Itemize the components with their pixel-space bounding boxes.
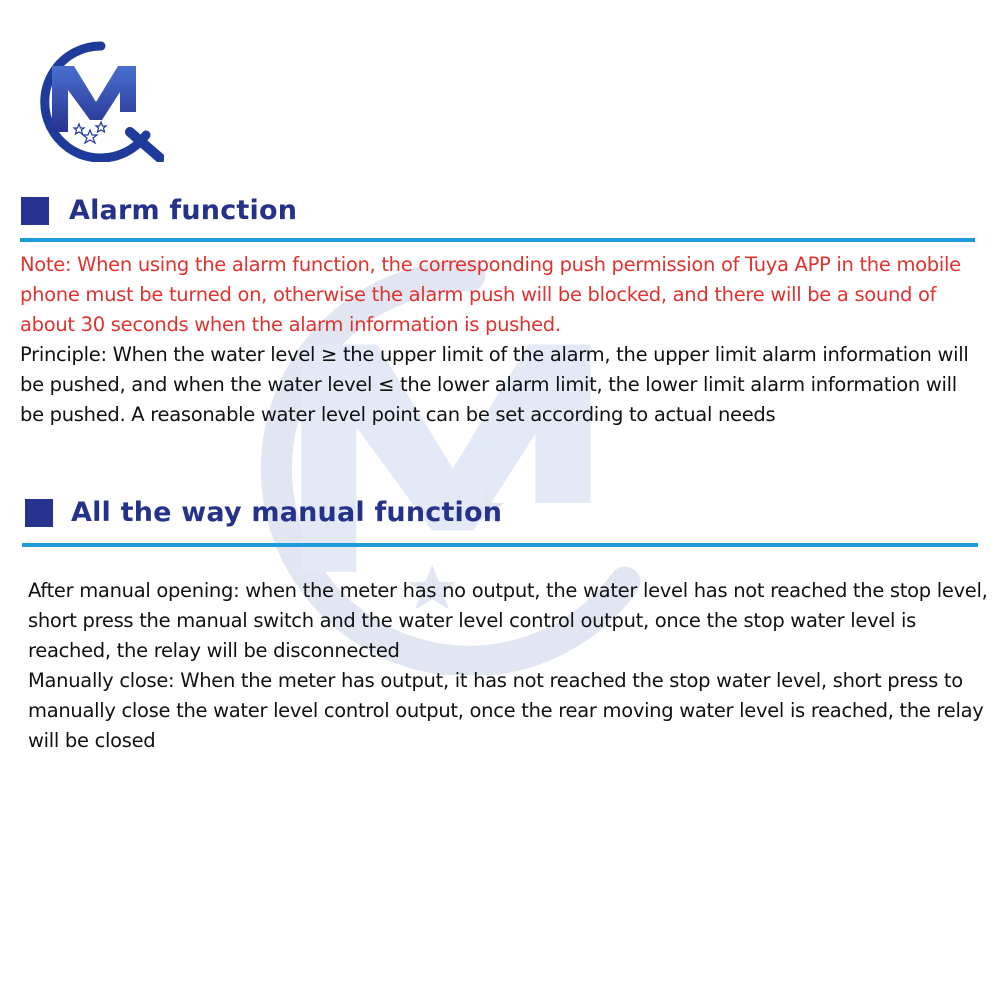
section-divider xyxy=(22,543,978,547)
manual-closing-paragraph: Manually close: When the meter has output, it has not reached the stop water level, short press to manually close the water level control output, once the rear moving water level is reached, the relay will be closed xyxy=(28,669,984,752)
section-title-alarm: Alarm function xyxy=(69,195,298,226)
section-header-alarm xyxy=(21,195,297,226)
section-bullet-square xyxy=(25,499,53,527)
section-divider xyxy=(20,238,975,242)
manual-opening-paragraph: After manual opening: when the meter has no output, the water level has not reached the stop level, short press the manual switch and the water level control output, once the stop water level is reached, the relay will be disconnected xyxy=(28,579,988,662)
alarm-principle: Principle: When the water level ≥ the upper limit of the alarm, the upper limit alarm information will be pushed, and when the water level ≤ the lower alarm limit, the lower limit alarm information will be pushed. A reasonable water level point can be set according to actual needs xyxy=(20,343,969,426)
section-header-manual xyxy=(25,497,502,528)
section-title-manual: All the way manual function xyxy=(71,497,503,528)
brand-logo xyxy=(38,40,164,162)
section-bullet-square xyxy=(21,197,49,225)
alarm-note: Note: When using the alarm function, the corresponding push permission of Tuya APP in the mobile phone must be turned on, otherwise the alarm push will be blocked, and there will be a sound of about 30 seconds when the alarm information is pushed. xyxy=(20,253,961,336)
